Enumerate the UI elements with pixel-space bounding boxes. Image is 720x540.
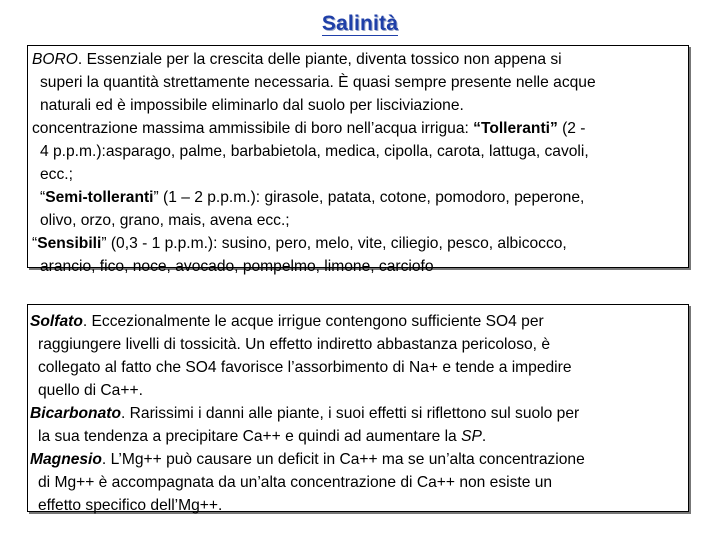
- sensibili-term: Sensibili: [37, 235, 102, 252]
- semi-tolleranti-term: Semi-tolleranti: [45, 189, 154, 206]
- solfato-paragraph: Solfato. Eccezionalmente le acque irrigue contengono sufficiente SO4 per raggiungere livelli di tossicità. Un effetto indiretto abbastanza pericoloso, è collegato al fatto che SO4 favorisce l’assorbimento di Na+ e tende a impedire quello di Ca++.: [30, 313, 572, 399]
- sp-term: SP: [461, 428, 482, 445]
- other-ions-textbox: [27, 304, 689, 512]
- sensibili-paragraph: “Sensibili” (0,3 - 1 p.p.m.): susino, pero, melo, vite, ciliegio, pesco, albicocco, arancio, fico, noce, avocado, pompelmo, limone, carciofo: [32, 235, 567, 275]
- boro-term: BORO: [32, 51, 78, 68]
- magnesio-term: Magnesio: [30, 451, 102, 468]
- magnesio-paragraph: Magnesio. L’Mg++ può causare un deficit in Ca++ ma se un’alta concentrazione di Mg++ è accompagnata da un’alta concentrazione di Ca++ non esiste un effetto specifico dell’Mg++.: [30, 451, 585, 514]
- bicarbonato-term: Bicarbonato: [30, 405, 121, 422]
- solfato-term: Solfato: [30, 313, 83, 330]
- semi-tolleranti-paragraph: “Semi-tolleranti” (1 – 2 p.p.m.): girasole, patata, cotone, pomodoro, peperone, olivo, orzo, grano, mais, avena ecc.;: [40, 189, 585, 229]
- concentration-paragraph: concentrazione massima ammissibile di boro nell’acqua irrigua: “Tolleranti” (2 - 4 p.p.m.):asparago, palme, barbabietola, medica, cipolla, carota, lattuga, cavoli, ecc.;: [32, 120, 589, 183]
- boro-paragraph: BORO. Essenziale per la crescita delle piante, diventa tossico non appena si superi la quantità strettamente necessaria. È quasi sempre presente nelle acque naturali ed è impossibile eliminarlo dal suolo per lisciviazione.: [32, 51, 596, 114]
- slide-title: [0, 12, 720, 36]
- tolleranti-term: “Tolleranti”: [473, 120, 558, 137]
- bicarbonato-paragraph: Bicarbonato. Rarissimi i danni alle piante, i suoi effetti si riflettono sul suolo per la sua tendenza a precipitare Ca++ e quindi ad aumentare la SP.: [30, 405, 580, 445]
- boron-textbox: [27, 45, 689, 275]
- slide-title-text: Salinità: [321, 12, 399, 35]
